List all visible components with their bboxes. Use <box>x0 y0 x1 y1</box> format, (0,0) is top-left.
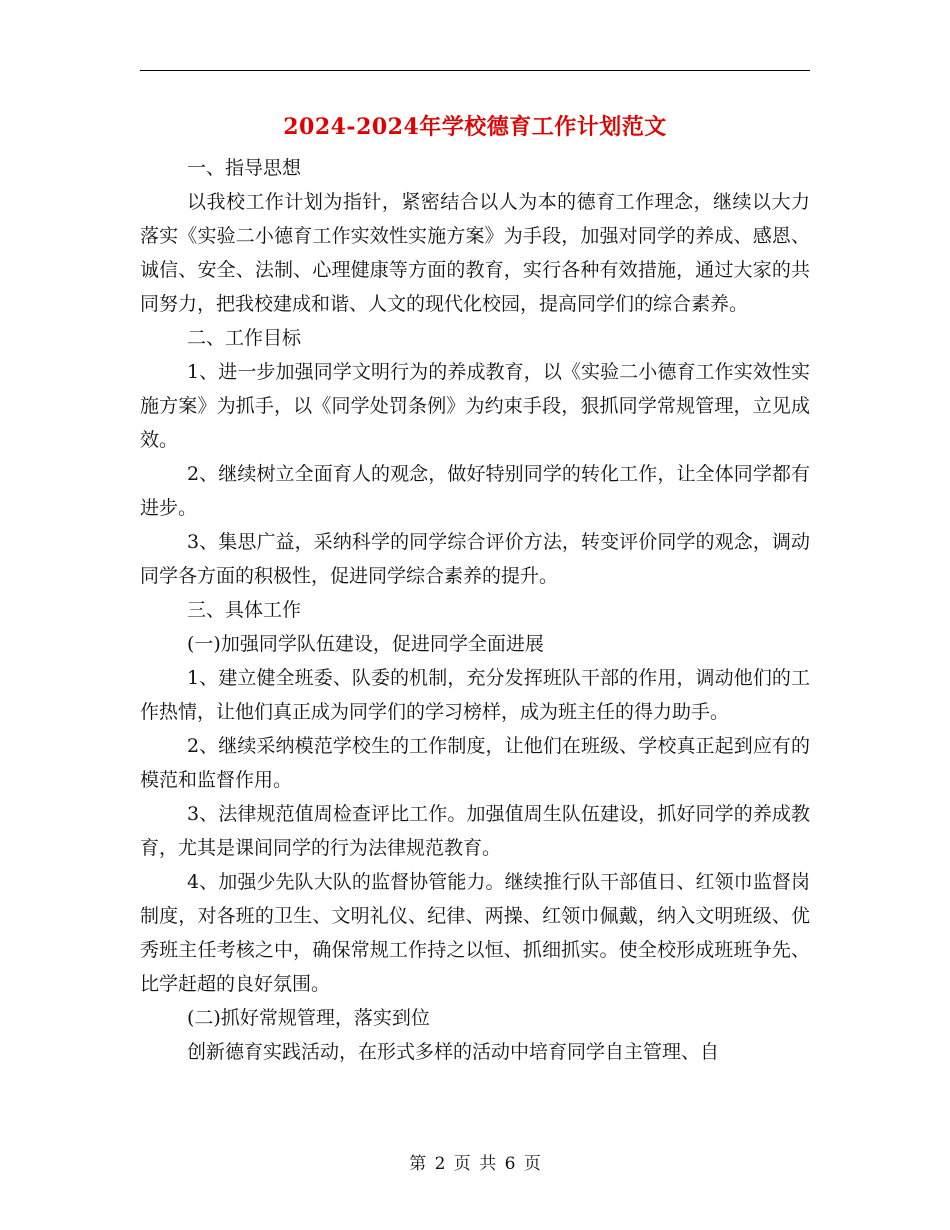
paragraph: 4、加强少先队大队的监督协管能力。继续推行队干部值日、红领巾监督岗制度，对各班的卫生、文明礼仪、纪律、两操、红领巾佩戴，纳入文明班级、优秀班主任考核之中，确保常规工作持之以恒、抓细抓实。使全校形成班班争先、比学赶超的良好氛围。 <box>140 871 810 995</box>
subsection-heading-2: (二)抓好常规管理，落实到位 <box>187 1007 430 1029</box>
section-heading-2: 二、工作目标 <box>187 327 302 349</box>
paragraph: 2、继续采纳模范学校生的工作制度，让他们在班级、学校真正起到应有的模范和监督作用。 <box>140 735 810 791</box>
document-title: 2024-2024年学校德育工作计划范文 <box>283 114 667 140</box>
paragraph: 创新德育实践活动，在形式多样的活动中培育同学自主管理、自 <box>187 1041 720 1063</box>
header-rule <box>140 70 810 71</box>
paragraph: 2、继续树立全面育人的观念，做好特别同学的转化工作，让全体同学都有进步。 <box>140 463 810 519</box>
document-body <box>140 151 810 1069</box>
paragraph: 1、进一步加强同学文明行为的养成教育，以《实验二小德育工作实效性实施方案》为抓手，以《同学处罚条例》为约束手段，狠抓同学常规管理，立见成效。 <box>140 361 810 451</box>
section-heading-1: 一、指导思想 <box>187 157 302 179</box>
paragraph: 3、法律规范值周检查评比工作。加强值周生队伍建设，抓好同学的养成教育，尤其是课间同学的行为法律规范教育。 <box>140 803 810 859</box>
subsection-heading-1: (一)加强同学队伍建设，促进同学全面进展 <box>187 633 544 655</box>
page-footer: 第 2 页 共 6 页 <box>409 1154 541 1174</box>
section-heading-3: 三、具体工作 <box>187 599 302 621</box>
paragraph: 1、建立健全班委、队委的机制，充分发挥班队干部的作用，调动他们的工作热情，让他们真正成为同学们的学习榜样，成为班主任的得力助手。 <box>140 667 810 723</box>
paragraph: 以我校工作计划为指针，紧密结合以人为本的德育工作理念，继续以大力落实《实验二小德育工作实效性实施方案》为手段，加强对同学的养成、感恩、诚信、安全、法制、心理健康等方面的教育，实行各种有效措施，通过大家的共同努力，把我校建成和谐、人文的现代化校园，提高同学们的综合素养。 <box>140 191 810 315</box>
paragraph: 3、集思广益，采纳科学的同学综合评价方法，转变评价同学的观念，调动同学各方面的积极性，促进同学综合素养的提升。 <box>140 531 810 587</box>
